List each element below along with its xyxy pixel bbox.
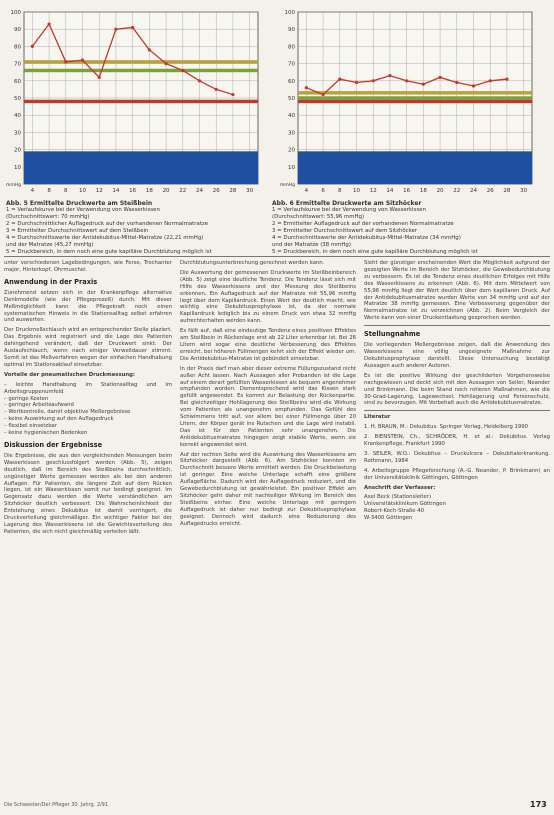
data-point xyxy=(405,79,408,82)
y-tick-label: 90 xyxy=(14,27,21,34)
address-line: Universitätsklinikum Göttingen xyxy=(364,501,446,508)
list-item: – keine hygienischen Bedenken xyxy=(4,430,172,437)
y-tick-label: 100 xyxy=(284,10,295,16)
x-tick-label: 30 xyxy=(246,188,254,194)
page-number: 173 xyxy=(530,800,547,809)
paragraph: Zunehmend setzen sich in der Krankenpflege alternative Denkmodelle (wie der Pflegeprozeß) durch. Mit dieser Meßmöglichkeit kann die Pflegekraft noch einen systematischen Hinweis in die Stationsalltag selbst erfahren und auswerten. xyxy=(4,289,172,324)
data-point xyxy=(388,74,391,77)
paragraph: Auf der rechten Seite wird die Auswirkung des Wasserkissens am Sitzhöcker dargestellt (Abb. 6). Am Sitzhöcker konnten im Durchschnitt bessere Werte ermittelt werden. Die Druckbelastung ist geringer. Eine weiche Unterlage schafft eine größere Auflagefläche. Dadurch wird der Auflagedruck reduziert, und die Gewebedurchblutung ist gewährleistet. Ein positiver Effekt am Sitzhöcker geht daher mit nachteiliger Wirkung im Bereich des Steißbeins einher. Eine weiche Unterlage mit geringem Auflagedruck ist daher nur bedingt zur Dekubitusprophylaxe geeignet. Dennoch wird dadurch eine Reduzierung des Auflagedrucks erreicht. xyxy=(180,451,356,527)
y-unit-label: mmHg xyxy=(5,183,21,188)
data-point xyxy=(505,77,508,80)
y-tick-label: 30 xyxy=(288,130,295,137)
advantages-list xyxy=(4,382,172,437)
divider xyxy=(364,410,550,411)
x-tick-label: 20 xyxy=(162,188,170,194)
chart-fig6-svg xyxy=(276,6,538,196)
x-tick-label: 26 xyxy=(486,188,494,194)
x-tick-label: 8 xyxy=(338,188,342,194)
band-auflagedruck xyxy=(298,151,532,184)
y-tick-label: 10 xyxy=(288,164,295,171)
caption-line: 1 = Verlaufskurve bei der Verwendung von Wasserkissen xyxy=(6,207,160,213)
x-tick-label: 24 xyxy=(470,188,477,194)
list-item: – flexibel einsetzbar xyxy=(4,423,172,430)
y-tick-label: 20 xyxy=(14,147,21,154)
data-point xyxy=(355,81,358,84)
heading-vorteile: Vorteile der pneumatischen Druckmessung: xyxy=(4,371,136,378)
literature-heading: Literatur xyxy=(364,414,391,421)
x-tick-label: 12 xyxy=(95,188,103,194)
x-tick-label: 28 xyxy=(229,188,237,194)
data-point xyxy=(455,81,458,84)
y-tick-label: 70 xyxy=(288,61,295,68)
literature-item: 3. SEILER, W.O.: Dekubitus – Druckulcera – Dekubitalerkrankung. Rothmann, 1984 xyxy=(364,450,550,464)
list-item: – geringe Kosten xyxy=(4,396,172,403)
literature-item: 4. Arbeitsgruppe Pflegeforschung (A.-G. Neander, P. Brinkmann) an der Universitätsklinik Göttingen, Göttingen xyxy=(364,467,550,481)
paragraph: Die Auswertung der gemessenen Druckwerte im Steißbeinbereich (Abb. 5) zeigt eine deutliche Tendenz. Die Tendenz lässt sich mit Hilfe des Wasserkissens und der Messung des Steißbeins erkennen. Ein Auflagedruck auf der Matratze mit 55,96 mmHg liegt über dem Kapillardruck. Einen Wert der deutlich macht, wie wichtig eine Dekubitusprophylaxe ist, da der normale Kapillardruck lediglich bis zu einem Druck von etwa 32 mmHg aufrechterhalten werden kann. xyxy=(180,269,356,325)
band-kapillardruck xyxy=(298,100,532,103)
caption-fig5-title: Abb. 5 Ermittelte Druckwerte am Steißbein xyxy=(6,200,153,207)
data-point xyxy=(489,79,492,82)
chart-fig5 xyxy=(2,6,264,196)
footer-journal: Die Schwester/Der Pfleger 30. Jahrg. 2/91 xyxy=(4,802,109,808)
data-point xyxy=(438,76,441,79)
x-tick-label: 16 xyxy=(403,188,411,194)
chart-fig6 xyxy=(276,6,538,196)
caption-line: 2 = Ermittelter Auflagedruck auf der vorhandenen Normalmatratze xyxy=(272,221,454,227)
caption-line: und der Matratze (38 mmHg) xyxy=(272,242,351,248)
x-tick-label: 8 xyxy=(47,188,51,194)
band-mittelwert xyxy=(24,69,258,72)
caption-line: 3 = Ermittelter Durchschnittswert auf dem Sitzhöcker xyxy=(272,228,418,234)
data-point xyxy=(215,88,218,91)
data-point xyxy=(31,45,34,48)
x-tick-label: 20 xyxy=(436,188,444,194)
address-line: Robert-Koch-Straße 40 xyxy=(364,508,424,515)
x-tick-label: 22 xyxy=(179,188,187,194)
x-tick-label: 6 xyxy=(321,188,325,194)
heading-diskussion: Diskussion der Ergebnisse xyxy=(4,440,103,449)
x-tick-label: 14 xyxy=(112,188,120,194)
x-tick-label: 22 xyxy=(453,188,461,194)
y-tick-label: 40 xyxy=(14,113,21,120)
band-grenzwert xyxy=(298,91,532,94)
literature-item: 1. H. BRAUN, M.: Dekubitus. Springer Verlag, Heidelberg 1990 xyxy=(364,424,528,431)
y-tick-label: 100 xyxy=(10,10,21,16)
data-point xyxy=(198,79,201,82)
x-tick-label: 4 xyxy=(304,188,309,194)
paragraph: Es fällt auf, daß eine eindeutige Tendenz eines positiven Effektes am Steißbein in Rückenlage erst ab 22 Liter erkennbar ist. Bei 26 Litern wird sogar eine deutliche Verbesserung des Effektes erreicht, bei höheren Füllmengen kehrt sich der Effekt wieder um. Die Antidekubitus-Matratze ist gebündelt einsetzbar. xyxy=(180,328,356,362)
list-item: – Wertkontrolle, damit objektive Meßergebnisse xyxy=(4,409,172,416)
caption-line: 4 = Durchschnittswerte der Antidekubitus-Mittel-Matratze (34 mmHg) xyxy=(272,235,461,241)
x-tick-label: 18 xyxy=(419,188,427,194)
y-tick-label: 70 xyxy=(14,61,21,68)
paragraph: Die Ergebnisse, die aus den vergleichenden Messungen beim Wasserkissen geschlussfolgert werden (Abb. 5), zeigen deutlich, daß im Bereich des Steißbeins durchschnittlich, ungünstiger Werte gemessen werden als bei den anderen Auflagen. Für Patienten, die längere Zeit auf dem Rücken liegen, ist ein Wasserkissen somit nur bedingt geeignet. Im Gegensatz dazu werden die Werte verständlichen am Sitzhöcker deutlich verbessert. Die Wahrscheinlichkeit der Entstehung eines Dekubitus ist damit verringert, die Druckverteilung gleichmäßiger. Ein wichtiger Faktor bei der Lagerung des Wasserkissens ist die Gewichtsverteilung des Patienten, die sich nicht gleichmäßig verteilen läßt. xyxy=(4,452,172,535)
data-point xyxy=(231,93,234,96)
x-tick-label: 4 xyxy=(30,188,35,194)
column-3 xyxy=(364,260,550,800)
band-mittelwert xyxy=(298,96,532,99)
data-point xyxy=(422,83,425,86)
paragraph: unter verschiedenen Lagebedingungen, wie Ferse, Trochanter major, Hinterkopf, Ohrmuschel. xyxy=(4,260,172,273)
column-1 xyxy=(4,260,172,794)
data-point xyxy=(64,60,67,63)
y-unit-label: mmHg xyxy=(279,183,295,188)
paragraph: Sieht der günstiger erscheinenden Wert die Möglichkeit aufgrund der gezeigten Werte im Bereich der Sitzhöcker, die Gewebedurchblutung zu verbessern. Es ist die Tendenz eines deutlichen Erfolges mit Hilfe des Wasserkissens zu erkennen (Abb. 6). Mit dem Mittelwert von 55,96 mmHg liegt der Wert deutlich über dem kapillaren Druck. Auf der Antidekubitusmatratze wurden Werte von 34 mmHg und auf der Matratze 38 mmHg gemessen. Eine Verbesserung gegenüber der Normalmatratze ist zu verzeichnen (Abb. 2). Beim Vergleich der Werte kann von einer Druckentlastung gesprochen werden. xyxy=(364,260,550,322)
x-tick-label: 10 xyxy=(353,188,360,194)
y-tick-label: 60 xyxy=(288,78,295,85)
y-tick-label: 50 xyxy=(288,96,295,102)
y-tick-label: 20 xyxy=(288,147,295,154)
y-tick-label: 40 xyxy=(288,113,295,120)
caption-line: 2 = Durchschnittlicher Auflagedruck auf der vorhandenen Normalmatratze xyxy=(6,221,209,227)
paragraph: Der Druckmeßschlauch wird an entsprechender Stelle plaziert. Das Ergebnis wird registriert und die Lage des Patienten dahingehend verändert, daß der Druckwert sinkt. Der Auslaufschlauch, wenn nach einiger Verweildauer stimmt. Somit ist das Meßverfahren wegen der einfachen Handhabung optimal im Stationsablauf einsetzbar. xyxy=(4,327,172,368)
caption-line: und der Matratze (45,27 mmHg) xyxy=(6,242,94,248)
x-tick-label: 30 xyxy=(520,188,528,194)
data-point xyxy=(164,62,167,65)
list-item: – leichte Handhabung im Stationsalltag und im Arbeitsgruppenumfeld xyxy=(4,382,172,396)
x-tick-label: 14 xyxy=(386,188,394,194)
literature-item: 2. BIENSTEIN, Ch., SCHRÖDER, H. et al.: Dekubitus. Verlag Krankenpflege, Frankfurt 1990 xyxy=(364,434,550,448)
x-tick-label: 8 xyxy=(64,188,68,194)
band-auflagedruck xyxy=(24,151,258,184)
data-point xyxy=(181,69,184,72)
caption-line: (Durchschnittswert: 55,96 mmHg) xyxy=(272,214,365,220)
list-item: – geringer Arbeitsaufwand xyxy=(4,402,172,409)
x-tick-label: 28 xyxy=(503,188,511,194)
x-tick-label: 16 xyxy=(129,188,137,194)
paragraph: Es ist die positive Wirkung der geschilderten Vorgehensweise nachgewiesen und deckt sich mit den Aussagen von Seiler, Neander und Brinkmann. Die beim Stand noch rotieren Maßnahmen, wie die 30-Grad-Lagerung, Lagewechsel, Hohllagerung und Fersenschutz, sind zu bevorzugen. Mit Vorbehalt auch die Antidekubitusmatratze. xyxy=(364,372,550,407)
caption-line: (Durchschnittswert: 70 mmHg) xyxy=(6,214,90,220)
x-tick-label: 26 xyxy=(212,188,220,194)
y-tick-label: 80 xyxy=(14,44,21,51)
y-tick-label: 80 xyxy=(288,44,295,51)
band-kapillardruck xyxy=(24,100,258,103)
data-point xyxy=(114,28,117,31)
caption-line: 4 = Durchschnittswerte der Antidekubitus-Mittel-Matratze (22,21 mmHg) xyxy=(6,235,204,241)
caption-fig6 xyxy=(272,200,548,256)
data-point xyxy=(305,86,308,89)
data-point xyxy=(321,93,324,96)
caption-line: 3 = Ermittelter Durchschnittswert auf dem Steißbein xyxy=(6,228,149,234)
data-point xyxy=(131,26,134,29)
band-grenzwert xyxy=(24,60,258,63)
divider xyxy=(4,256,550,257)
address-line: Axel Beck (Stationsleiter) xyxy=(364,494,432,501)
y-tick-label: 10 xyxy=(14,164,21,171)
x-tick-label: 10 xyxy=(79,188,86,194)
caption-fig5 xyxy=(6,200,268,256)
data-point xyxy=(472,84,475,87)
address-line: W-3400 Göttingen xyxy=(364,515,413,522)
chart-fig5-svg xyxy=(2,6,264,196)
x-tick-label: 12 xyxy=(369,188,377,194)
data-point xyxy=(98,76,101,79)
caption-line: 5 = Druckbereich, in dem noch eine gute kapilläre Durchblutung möglich ist xyxy=(6,249,212,255)
heading-praxis: Anwendung in der Praxis xyxy=(4,277,98,286)
divider xyxy=(364,325,550,326)
paragraph: Die vorliegenden Meßergebnisse zeigen, daß die Anwendung des Wasserkissens eine völlig ungeeignete Maßnahme zur Dekubitusprophylaxe darstellt. Diese Untersuchung bestätigt Aussagen auch anderer Autoren. xyxy=(364,342,550,369)
x-tick-label: 24 xyxy=(196,188,203,194)
x-tick-label: 18 xyxy=(145,188,153,194)
heading-stellungnahme: Stellungnahme xyxy=(364,330,421,339)
list-item: – keine Auswirkung auf den Auflagedruck xyxy=(4,416,172,423)
y-tick-label: 50 xyxy=(14,96,21,102)
y-tick-label: 60 xyxy=(14,78,21,85)
column-2 xyxy=(180,260,356,794)
data-point xyxy=(81,59,84,62)
data-point xyxy=(148,48,151,51)
paragraph: Durchblutungsunterbrechung gerechnet werden kann. xyxy=(180,260,325,266)
caption-line: 1 = Verlaufskurve bei der Verwendung von Wasserkissen xyxy=(272,207,426,213)
data-point xyxy=(338,77,341,80)
paragraph: In der Praxis darf man aber dieser extreme Füllungszustand nicht außer Acht lassen. Nach Aussagen aller Probanden ist die Lage auf einem derart gefüllten Wasserkissen als bequem angenehmer empfunden worden. Dementsprechend wird das Kissen stark gefüllt angewendet. Es kommt zur Belastung der Rückenpartie. Bei gleichzeitiger Hohllagerung des Steißbeins wird die Wirkung vom Patienten als unangenehm empfunden. Das Gefühl des Schwimmens tritt auf, vor allem bei einer Füllmenge über 20 Litern, der Körper gerät ins Rutschen und die Lage wird instabil. Das ist für den Patienten sehr unangenehm. Die Antidekubitusmatratze hingegen zeigt stabile Werte, wenn sie korrekt angewendet wird. xyxy=(180,365,356,448)
address-heading: Anschrift der Verfasser: xyxy=(364,484,436,491)
y-tick-label: 90 xyxy=(288,27,295,34)
data-point xyxy=(372,79,375,82)
caption-line: 5 = Druckbereich, in dem noch eine gute kapilläre Durchblutung möglich ist xyxy=(272,249,478,255)
y-tick-label: 30 xyxy=(14,130,21,137)
data-point xyxy=(47,22,50,25)
caption-fig6-title: Abb. 6 Ermittelte Druckwerte am Sitzhöcker xyxy=(272,200,422,207)
